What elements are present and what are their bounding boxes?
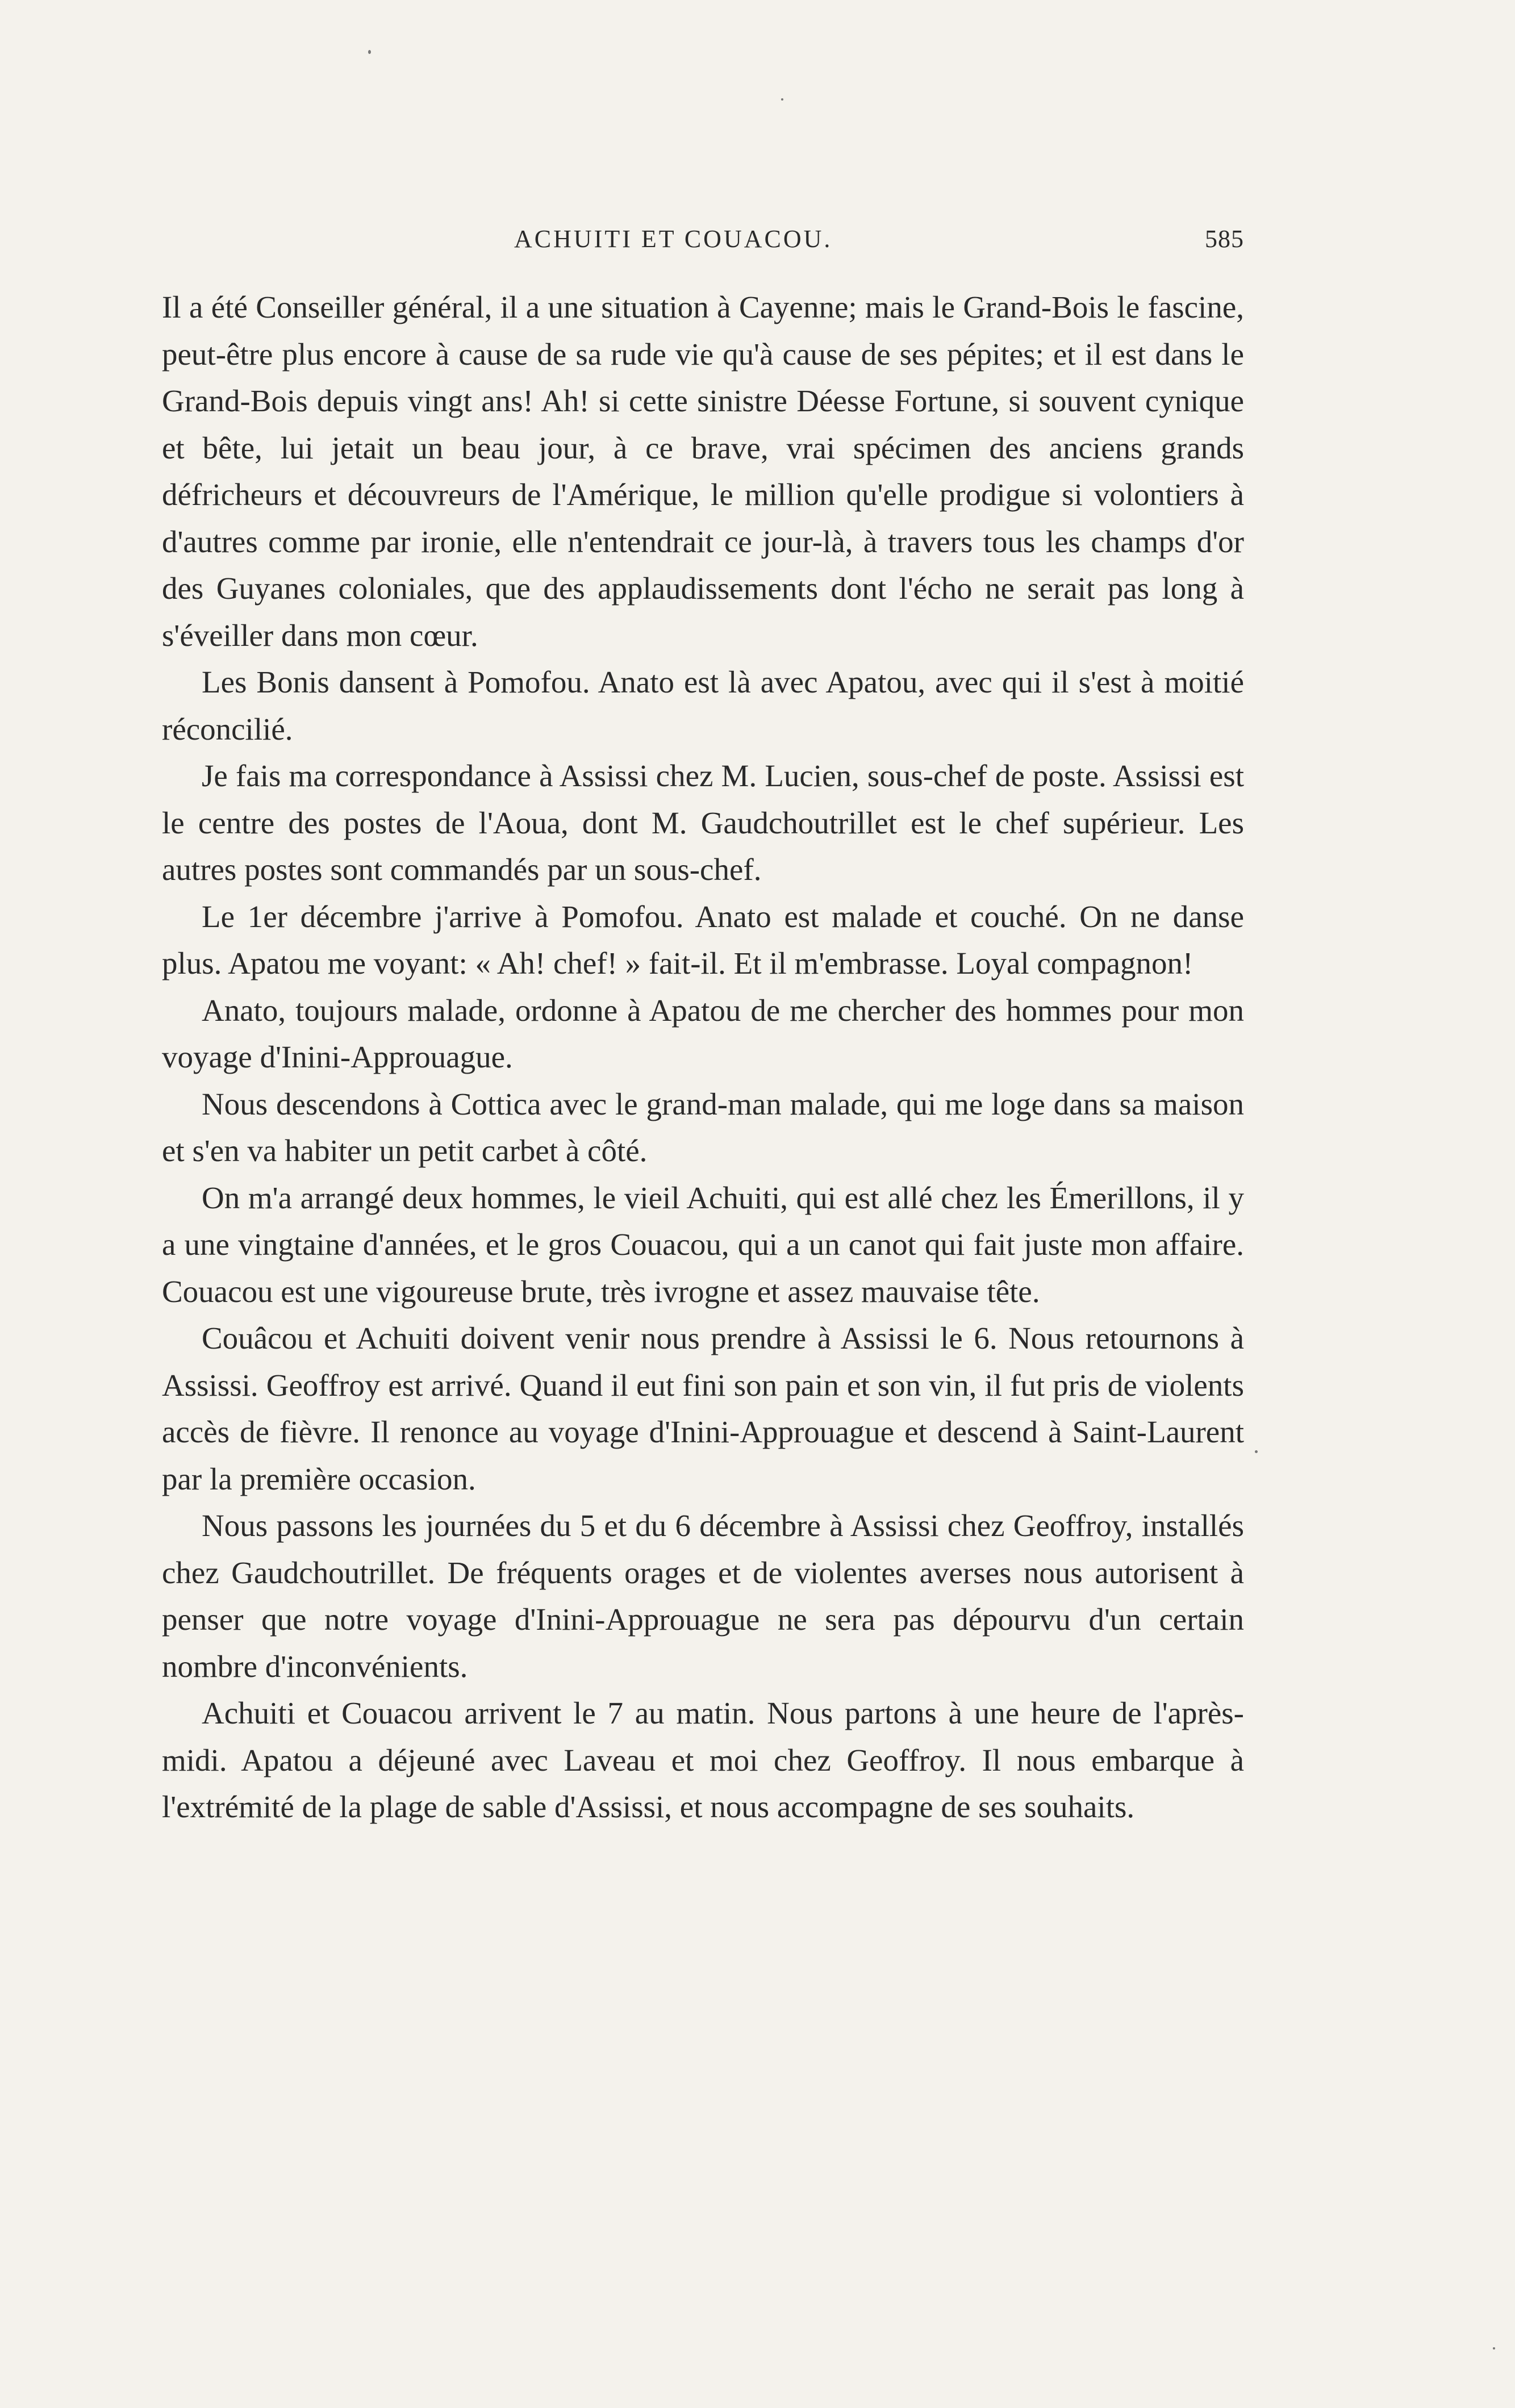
paper-speck xyxy=(368,50,371,54)
paragraph: Nous passons les journées du 5 et du 6 décembre à Assissi chez Geoffroy, installés chez Gaudchoutrillet. De fréquents orages et de violentes averses nous autorisent à penser que notre voyage d'Inini-Approuague ne sera pas dépourvu d'un certain nombre d'inconvénients. xyxy=(162,1508,1244,1684)
paragraph: Il a été Conseiller général, il a une situation à Cayenne; mais le Grand-Bois le fascine, peut-être plus encore à cause de sa rude vie qu'à cause de ses pépites; et il est dans le Grand-Bois depuis vingt ans! Ah! si cette sinistre Déesse Fortune, si souvent cynique et bête, lui jetait un beau jour, à ce brave, vrai spécimen des anciens grands défricheurs et découvreurs de l'Amérique, le million qu'elle prodigue si volontiers à d'autres comme par ironie, elle n'entendrait ce jour-là, à travers tous les champs d'or des Guyanes coloniales, que des applaudissements dont l'écho ne serait pas long à s'éveiller dans mon cœur. xyxy=(162,290,1244,653)
body-text xyxy=(162,284,1244,1831)
paragraph: Nous descendons à Cottica avec le grand-man malade, qui me loge dans sa maison et s'en va habiter un petit carbet à côté. xyxy=(162,1086,1244,1168)
paragraph: Achuiti et Couacou arrivent le 7 au matin. Nous partons à une heure de l'après-midi. Apatou a déjeuné avec Laveau et moi chez Geoffroy. Il nous embarque à l'extrémité de la plage de sable d'Assissi, et nous accompagne de ses souhaits. xyxy=(162,1696,1244,1824)
paragraph: Les Bonis dansent à Pomofou. Anato est là avec Apatou, avec qui il s'est à moitié réconcilié. xyxy=(162,665,1244,746)
running-head-title: ACHUITI ET COUACOU. xyxy=(514,225,833,253)
paper-speck xyxy=(1255,1450,1258,1453)
paper-speck xyxy=(1493,2347,1495,2349)
paragraph: Je fais ma correspondance à Assissi chez M. Lucien, sous-chef de poste. Assissi est le centre des postes de l'Aoua, dont M. Gaudchoutrillet est le chef supérieur. Les autres postes sont commandés par un sous-chef. xyxy=(162,758,1244,887)
page-number: 585 xyxy=(1205,225,1244,253)
paragraph: Anato, toujours malade, ordonne à Apatou de me chercher des hommes pour mon voyage d'Inini-Approuague. xyxy=(162,992,1244,1074)
paper-speck xyxy=(781,98,783,101)
paragraph: Le 1er décembre j'arrive à Pomofou. Anato est malade et couché. On ne danse plus. Apatou me voyant: « Ah! chef! » fait-il. Et il m'embrasse. Loyal compagnon! xyxy=(162,899,1244,980)
running-head xyxy=(162,224,1244,264)
paragraph: On m'a arrangé deux hommes, le vieil Achuiti, qui est allé chez les Émerillons, il y a une vingtaine d'années, et le gros Couacou, qui a un canot qui fait juste mon affaire. Couacou est une vigoureuse brute, très ivrogne et assez mauvaise tête. xyxy=(162,1180,1244,1309)
paragraph: Couâcou et Achuiti doivent venir nous prendre à Assissi le 6. Nous retournons à Assissi. Geoffroy est arrivé. Quand il eut fini son pain et son vin, il fut pris de violents accès de fièvre. Il renonce au voyage d'Inini-Approuague et descend à Saint-Laurent par la première occasion. xyxy=(162,1321,1244,1496)
